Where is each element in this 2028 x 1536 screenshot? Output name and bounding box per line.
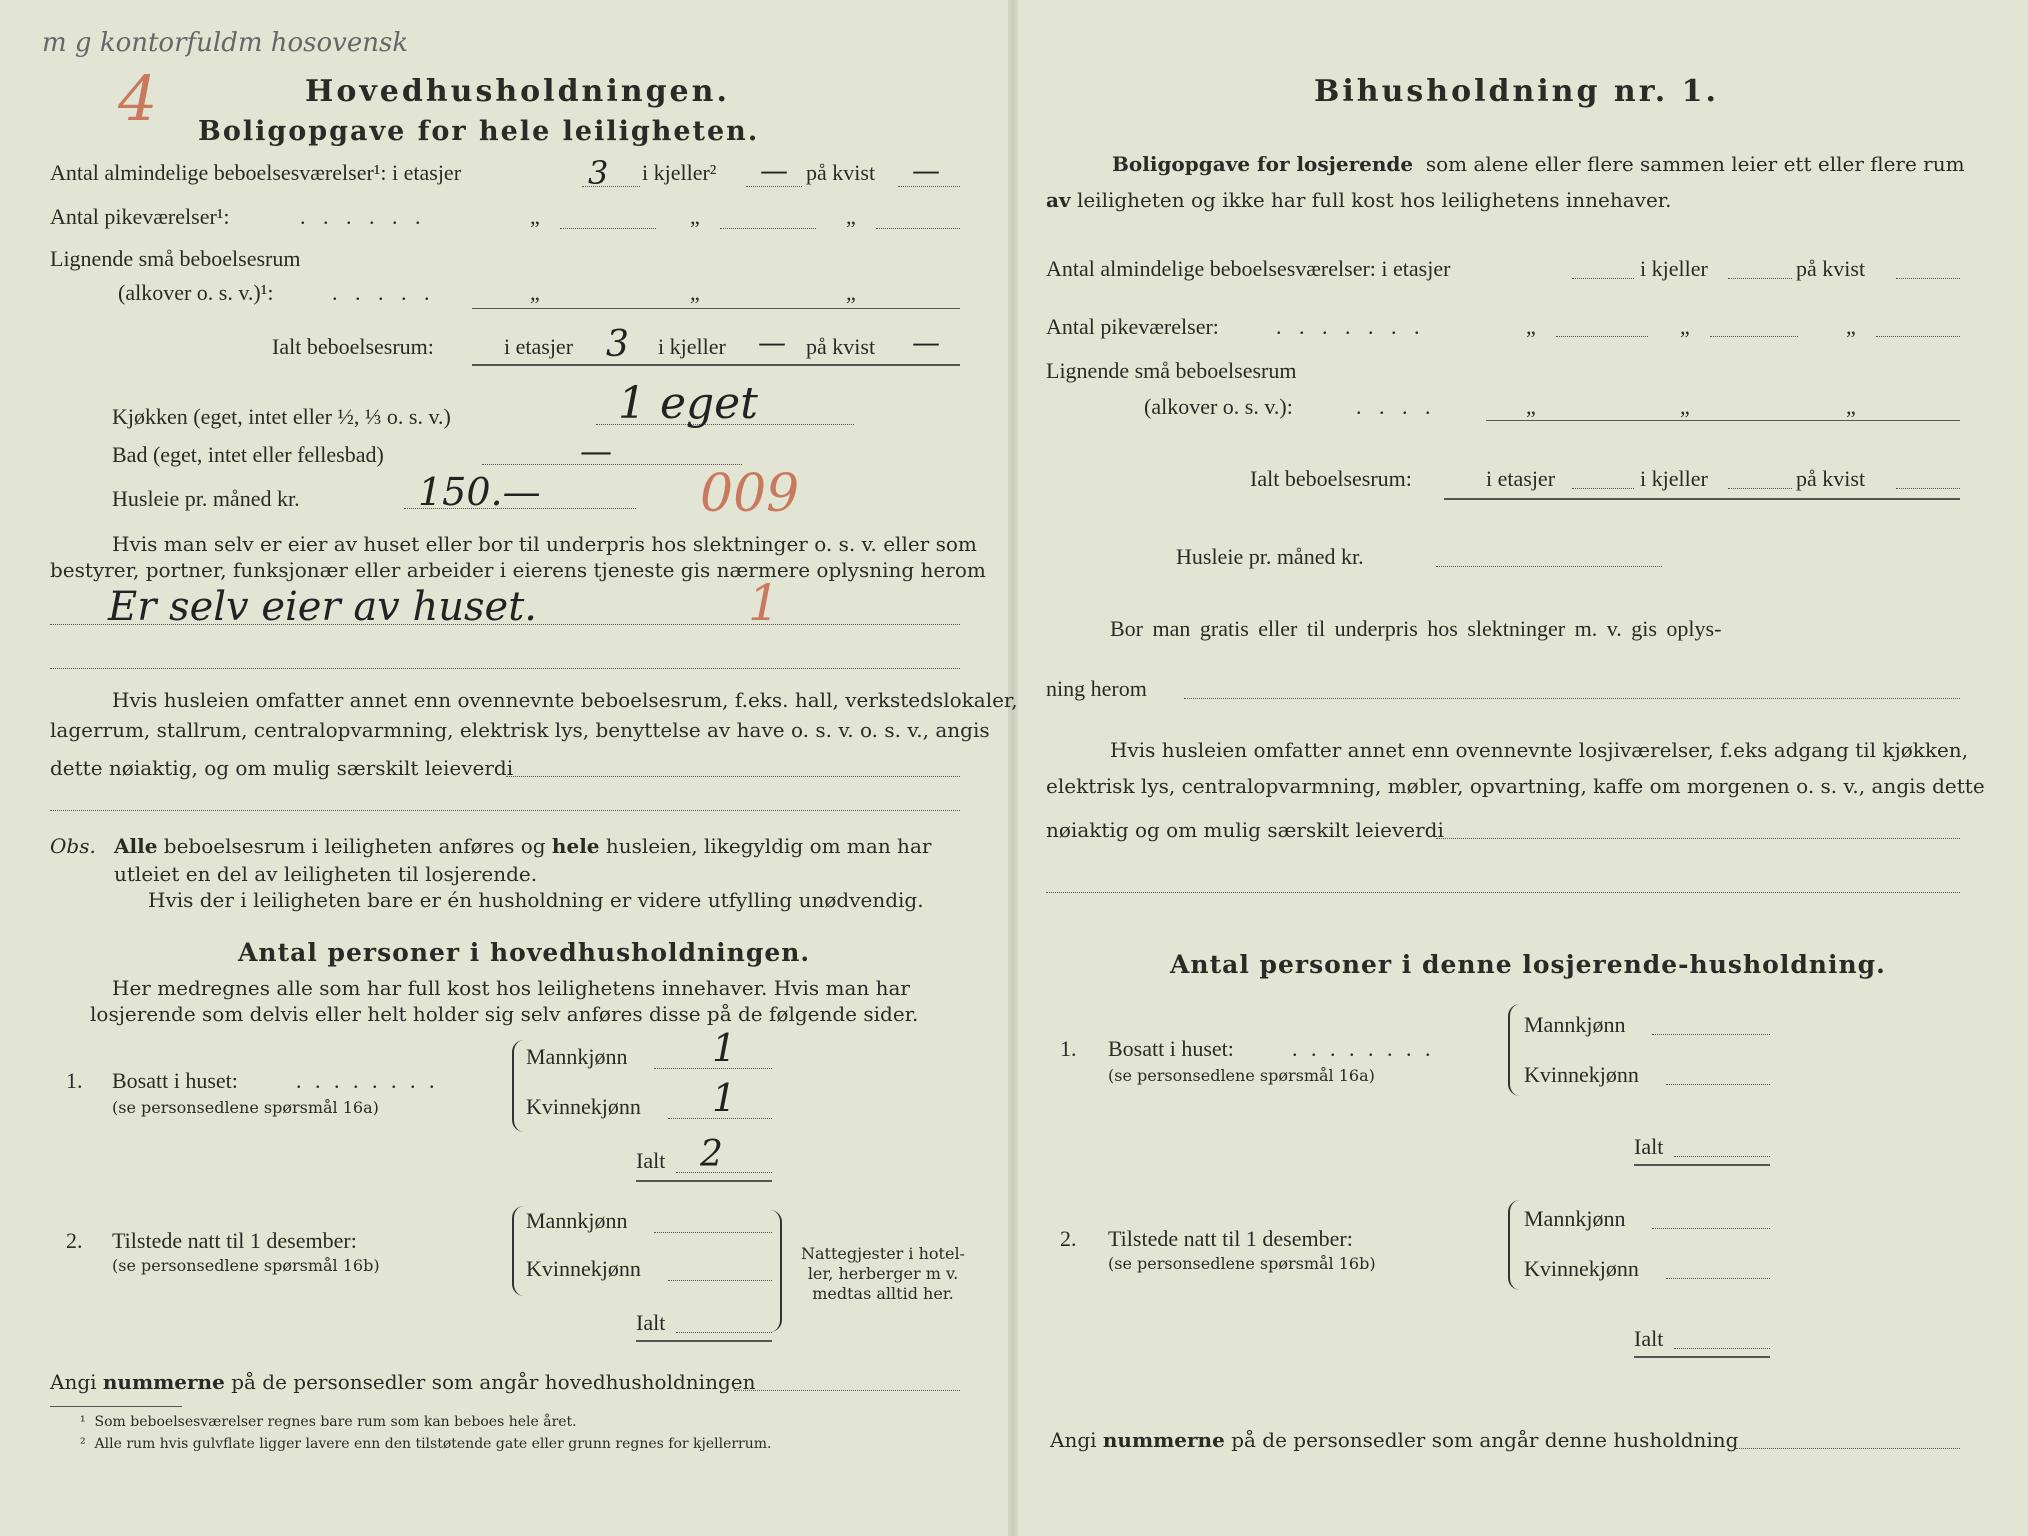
left-ialt-etasjer-value: 3 (606, 324, 629, 365)
right-bosatt-label: Bosatt i huset: (1108, 1036, 1234, 1061)
right-ialt-kjeller-label: i kjeller (1640, 466, 1708, 491)
left-tilstede-label: Tilstede natt til 1 desember: (112, 1228, 357, 1253)
right-bosatt-dots: . . . . . . . . (1292, 1036, 1435, 1061)
left-row3-dots: . . . . . (332, 280, 436, 305)
right-omfatter-text-2: elektrisk lys, centralopvarmning, møbler, opvartning, kaffe om morgenen o. s. v., angis dette (1046, 774, 1985, 798)
right-row3-dots: . . . . (1356, 394, 1437, 419)
right-row1-kvist-label: på kvist (1796, 256, 1866, 281)
left-row1-kjeller-label: i kjeller² (642, 160, 717, 185)
right-row2-dots: . . . . . . . (1276, 314, 1426, 339)
right-omfatter-text-1: Hvis husleien omfatter annet enn ovennevnte losjiværelser, f.eks adgang til kjøkken, (1110, 738, 1969, 762)
left-bosatt-ref: (se personsedlene spørsmål 16a) (112, 1098, 379, 1117)
right-row2-label: Antal pikeværelser: (1046, 314, 1219, 339)
ditto-mark: „ (530, 204, 540, 229)
left-bosatt-mann-value: 1 (712, 1026, 737, 1070)
left-subtitle: Boligopgave for hele leiligheten. (198, 116, 760, 147)
ditto-mark: „ (846, 204, 856, 229)
right-ialt-etasjer-label: i etasjer (1486, 466, 1556, 491)
right-bosatt-num: 1. (1060, 1036, 1077, 1061)
left-tilstede-mann-label: Mannkjønn (526, 1208, 628, 1233)
left-row1-etasjer-value: 3 (588, 154, 609, 192)
right-row1-kjeller-label: i kjeller (1640, 256, 1708, 281)
ditto-mark: „ (690, 280, 700, 305)
left-ialt-etasjer-label: i etasjer (504, 334, 574, 359)
ditto-mark: „ (1526, 314, 1536, 339)
left-bad-label: Bad (eget, intet eller fellesbad) (112, 442, 384, 467)
right-gratis-text-2: ning herom (1046, 676, 1147, 701)
ditto-mark: „ (530, 280, 540, 305)
right-tilstede-mann-label: Mannkjønn (1524, 1206, 1626, 1231)
right-bosatt-mann-label: Mannkjønn (1524, 1012, 1626, 1037)
right-husleie-label: Husleie pr. måned kr. (1176, 544, 1364, 569)
left-bosatt-dots: . . . . . . . . (296, 1068, 439, 1093)
left-bosatt-ialt-value: 2 (700, 1134, 723, 1175)
right-tilstede-num: 2. (1060, 1226, 1077, 1251)
left-tilstede-num: 2. (66, 1228, 83, 1253)
left-ialt-kjeller-label: i kjeller (658, 334, 726, 359)
left-bosatt-mann-label: Mannkjønn (526, 1044, 628, 1069)
left-husleie-value: 150.— (418, 470, 541, 514)
right-bosatt-ref: (se personsedlene spørsmål 16a) (1108, 1066, 1375, 1085)
left-bosatt-num: 1. (66, 1068, 83, 1093)
ditto-mark: „ (1846, 314, 1856, 339)
left-footnote-2: ² Alle rum hvis gulvflate ligger lavere enn den tilstøtende gate eller grunn regnes for kjellerrum. (80, 1436, 772, 1452)
left-kjokken-label: Kjøkken (eget, intet eller ½, ⅓ o. s. v.) (112, 404, 451, 429)
right-row3-label2: (alkover o. s. v.): (1144, 394, 1293, 419)
left-obs-text-1: Alle beboelsesrum i leiligheten anføres og hele husleien, likegyldig om man har (114, 834, 932, 858)
left-ialt-kjeller-value: — (758, 326, 786, 359)
right-tilstede-kvinne-label: Kvinnekjønn (1524, 1256, 1639, 1281)
left-ialt-kvist-value: — (912, 326, 940, 359)
left-row1-kjeller-value: — (760, 154, 788, 187)
left-persons-title: Antal personer i hovedhusholdningen. (238, 938, 811, 967)
left-omfatter-text-2: lagerrum, stallrum, centralopvarmning, elektrisk lys, benyttelse av have o. s. v. o. s. v., angis (50, 718, 990, 742)
left-obs-text-3: Hvis der i leiligheten bare er én husholdning er videre utfylling unødvendig. (148, 888, 924, 912)
left-tilstede-kvinne-label: Kvinnekjønn (526, 1256, 641, 1281)
left-row2-label: Antal pikeværelser¹: (50, 204, 230, 229)
left-tilstede-ref: (se personsedlene spørsmål 16b) (112, 1256, 380, 1275)
left-bad-value: — (580, 432, 612, 470)
right-omfatter-text-3: nøiaktig og om mulig særskilt leieverdi (1046, 818, 1444, 842)
left-bosatt-kvinne-value: 1 (712, 1076, 737, 1120)
right-title: Bihusholdning nr. 1. (1314, 74, 1719, 109)
left-persons-text-1: Her medregnes alle som har full kost hos leilighetens innehaver. Hvis man har (112, 976, 910, 1000)
right-intro-2: av leiligheten og ikke har full kost hos leilighetens innehaver. (1046, 188, 1672, 212)
left-husleie-label: Husleie pr. måned kr. (112, 486, 300, 511)
ditto-mark: „ (690, 204, 700, 229)
left-eier-text-1: Hvis man selv er eier av huset eller bor til underpris hos slektninger o. s. v. eller som (112, 532, 977, 556)
right-gratis-text-1: Bor man gratis eller til underpris hos slektninger m. v. gis oplys- (1110, 616, 1722, 641)
left-row1-label: Antal almindelige beboelsesværelser¹: i etasjer (50, 160, 462, 185)
right-persons-title: Antal personer i denne losjerende-husholdning. (1170, 950, 1886, 979)
right-tilstede-label: Tilstede natt til 1 desember: (1108, 1226, 1353, 1251)
right-ialt-kvist-label: på kvist (1796, 466, 1866, 491)
right-row1-label: Antal almindelige beboelsesværelser: i etasjer (1046, 256, 1451, 281)
right-row3-label: Lignende små beboelsesrum (1046, 358, 1297, 383)
left-row1-kvist-label: på kvist (806, 160, 876, 185)
left-bosatt-kvinne-label: Kvinnekjønn (526, 1094, 641, 1119)
left-eier-value: Er selv eier av huset. (108, 584, 537, 630)
left-row2-dots: . . . . . . (300, 204, 427, 229)
left-bosatt-ialt-label: Ialt (636, 1148, 666, 1173)
handwritten-red-one: 1 (748, 574, 780, 632)
right-angi-text: Angi nummerne på de personsedler som angår denne husholdning (1050, 1428, 1739, 1452)
right-intro-1: Boligopgave for losjerende som alene eller flere sammen leier ett eller flere rum (1112, 152, 1965, 176)
handwritten-red-number: 4 (118, 62, 158, 135)
left-title: Hovedhusholdningen. (305, 74, 730, 109)
left-ialt-kvist-label: på kvist (806, 334, 876, 359)
ditto-mark: „ (1526, 394, 1536, 419)
left-row3-label: Lignende små beboelsesrum (50, 246, 301, 271)
left-persons-text-2: losjerende som delvis eller helt holder sig selv anføres disse på de følgende sider. (90, 1002, 919, 1026)
right-tilstede-ialt-label: Ialt (1634, 1326, 1664, 1351)
left-row3-label2: (alkover o. s. v.)¹: (118, 280, 274, 305)
left-kjokken-value: 1 eget (618, 378, 758, 429)
left-obs-text-2: utleiet en del av leiligheten til losjerende. (114, 862, 538, 886)
left-bosatt-label: Bosatt i huset: (112, 1068, 238, 1093)
right-tilstede-ref: (se personsedlene spørsmål 16b) (1108, 1254, 1376, 1273)
handwritten-red-code: 009 (700, 464, 800, 524)
right-bosatt-ialt-label: Ialt (1634, 1134, 1664, 1159)
left-row1-kvist-value: — (912, 154, 940, 187)
handwritten-top-note: m g kontorfuldm hosovensk (42, 28, 409, 58)
left-ialt-label: Ialt beboelsesrum: (272, 334, 434, 359)
ditto-mark: „ (1680, 314, 1690, 339)
left-tilstede-ialt-label: Ialt (636, 1310, 666, 1335)
right-ialt-label: Ialt beboelsesrum: (1250, 466, 1412, 491)
left-omfatter-text-3: dette nøiaktig, og om mulig særskilt leieverdi (50, 756, 514, 780)
page-fold (1008, 0, 1018, 1536)
left-obs-label: Obs. (50, 834, 96, 858)
ditto-mark: „ (1680, 394, 1690, 419)
left-nattegjester-note: Nattegjester i hotel- ler, herberger m v. medtas alltid her. (801, 1244, 965, 1303)
right-bosatt-kvinne-label: Kvinnekjønn (1524, 1062, 1639, 1087)
left-footnote-1: ¹ Som beboelsesværelser regnes bare rum som kan beboes hele året. (80, 1414, 577, 1430)
left-omfatter-text-1: Hvis husleien omfatter annet enn ovennevnte beboelsesrum, f.eks. hall, verkstedslokaler, (112, 688, 1018, 712)
ditto-mark: „ (1846, 394, 1856, 419)
left-eier-text-2: bestyrer, portner, funksjonær eller arbeider i eierens tjeneste gis nærmere oplysning herom (50, 558, 986, 582)
left-angi-text: Angi nummerne på de personsedler som angår hovedhusholdningen (50, 1370, 756, 1394)
ditto-mark: „ (846, 280, 856, 305)
